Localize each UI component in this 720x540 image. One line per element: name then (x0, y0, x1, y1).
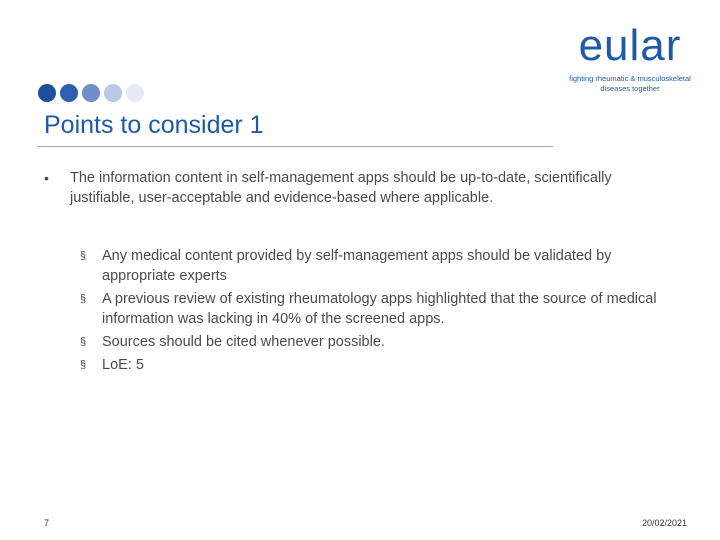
sub-point-text: Sources should be cited whenever possible. (102, 334, 385, 350)
sub-points-list (80, 246, 680, 378)
eular-logo (560, 22, 700, 94)
decorative-dots (38, 84, 144, 102)
sub-point-item (80, 332, 680, 352)
sub-point-text: A previous review of existing rheumatology apps highlighted that the source of medical information was lacking in 40% of the screened apps. (102, 291, 657, 327)
sub-point-item (80, 355, 680, 375)
sub-bullet-marker: § (80, 293, 87, 305)
logo-tagline-line-2: diseases together (600, 84, 660, 93)
sub-point-item (80, 246, 680, 286)
logo-wordmark: eular (578, 21, 682, 70)
slide-title: Points to consider 1 (44, 111, 264, 139)
sub-bullet-marker: § (80, 336, 87, 348)
logo-tagline-line-1: fighting rheumatic & musculoskeletal (569, 74, 691, 83)
decor-dot-3 (82, 84, 100, 102)
main-point-text: The information content in self-management apps should be up-to-date, scientifically justifiable, user-acceptable and evidence-based where applicable. (70, 170, 612, 206)
sub-point-item (80, 289, 680, 329)
sub-bullet-marker: § (80, 250, 87, 262)
title-divider (38, 146, 553, 147)
sub-point-text: Any medical content provided by self-management apps should be validated by appropriate experts (102, 248, 612, 284)
page-number: 7 (44, 518, 50, 528)
sub-point-text: LoE: 5 (102, 357, 144, 373)
sub-bullet-marker: § (80, 359, 87, 371)
decor-dot-4 (104, 84, 122, 102)
decor-dot-5 (126, 84, 144, 102)
decor-dot-2 (60, 84, 78, 102)
main-bullet-marker: • (44, 170, 49, 186)
decor-dot-1 (38, 84, 56, 102)
slide-date: 20/02/2021 (641, 518, 687, 528)
